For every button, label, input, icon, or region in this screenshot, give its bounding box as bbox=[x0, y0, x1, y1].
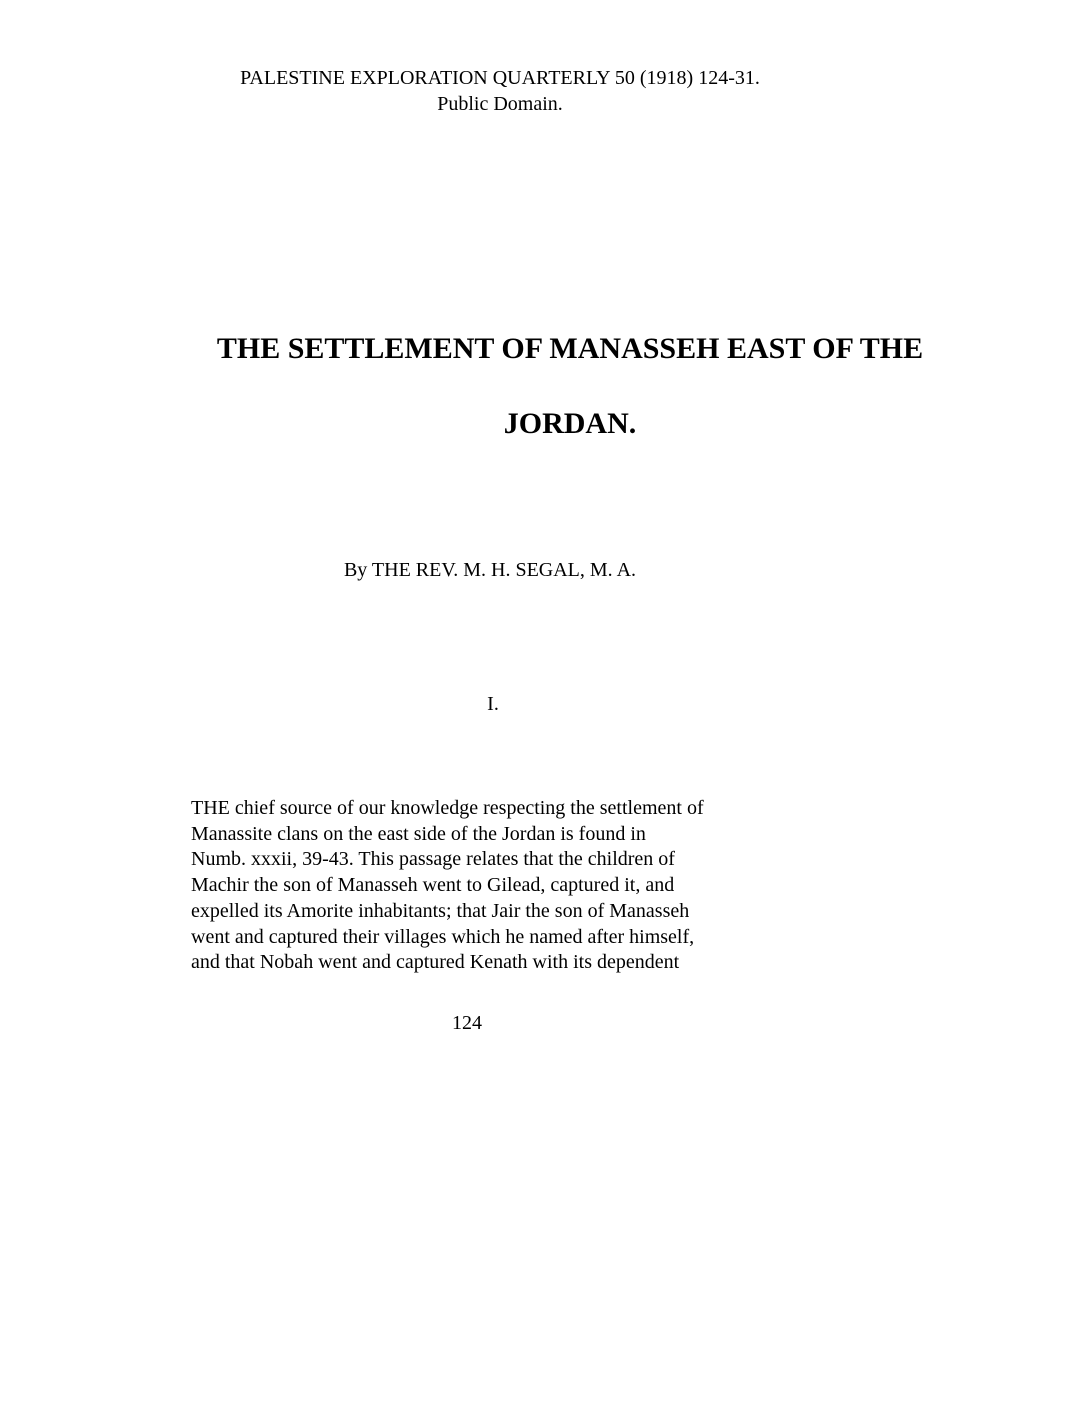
body-line-3: Numb. xxxii, 39-43. This passage relates that the children of bbox=[191, 848, 675, 871]
body-line-7: and that Nobah went and captured Kenath with its dependent bbox=[191, 951, 680, 974]
journal-citation: PALESTINE EXPLORATION QUARTERLY 50 (1918) 124-31. bbox=[240, 67, 760, 89]
body-line-4: Machir the son of Manasseh went to Gilead, captured it, and bbox=[191, 874, 675, 897]
body-paragraph bbox=[191, 796, 831, 976]
title-line-2: JORDAN. bbox=[503, 407, 637, 440]
title-line-1: THE SETTLEMENT OF MANASSEH EAST OF THE bbox=[216, 332, 924, 365]
body-line-6: went and captured their villages which he named after himself, bbox=[191, 925, 695, 948]
author-byline: By THE REV. M. H. SEGAL, M. A. bbox=[343, 559, 637, 581]
body-line-2: Manassite clans on the east side of the Jordan is found in bbox=[191, 822, 646, 845]
body-line-1: THE chief source of our knowledge respecting the settlement of bbox=[191, 797, 704, 819]
page-number: 124 bbox=[452, 1012, 482, 1034]
section-number: I. bbox=[487, 693, 499, 715]
body-line-5: expelled its Amorite inhabitants; that Jair the son of Manasseh bbox=[191, 899, 690, 922]
license-notice: Public Domain. bbox=[437, 93, 563, 115]
